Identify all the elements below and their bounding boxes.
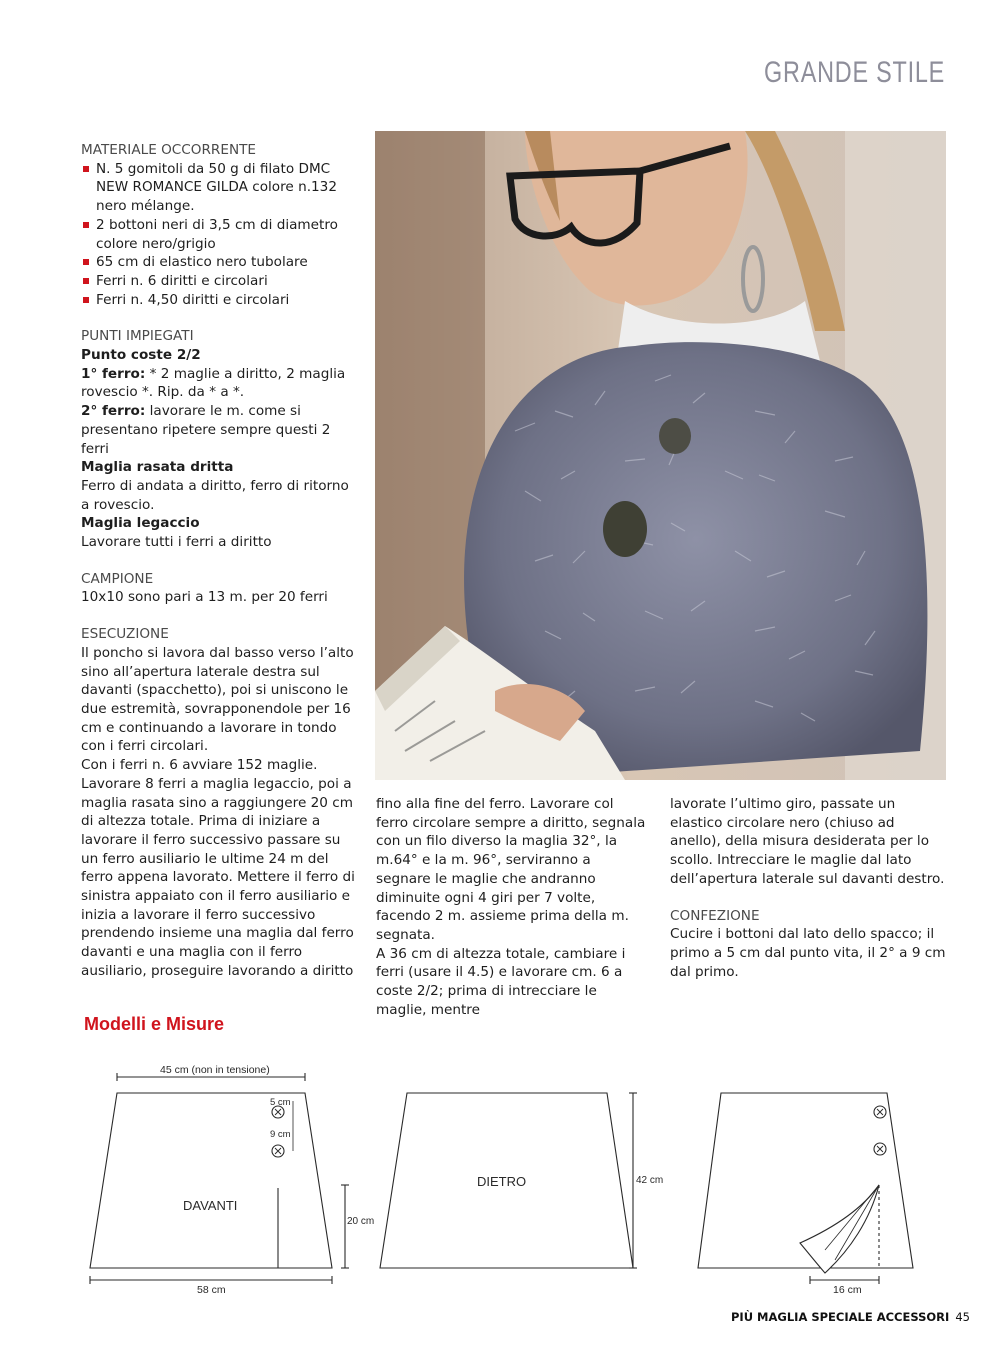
campione-text: 10x10 sono pari a 13 m. per 20 ferri <box>81 589 328 606</box>
height-label: 42 cm <box>636 1175 664 1186</box>
materiale-list <box>81 160 356 310</box>
ferro2-text <box>81 402 356 458</box>
bottom-width-label: 58 cm <box>197 1284 226 1296</box>
right-column <box>670 795 946 981</box>
col3-p1: lavorate l’ultimo giro, passate un elastico circolare nero (chiuso ad anello), della misura desiderata per lo scollo. Intrecciare le maglie dal lato dell’apertura laterale sul davanti destro. <box>670 796 945 887</box>
ferro1-label: 1° ferro: <box>81 365 146 382</box>
ferro1-text <box>81 365 356 402</box>
dietro-label: DIETRO <box>477 1174 527 1189</box>
section-header: GRANDE STILE <box>763 56 945 89</box>
confezione-text: Cucire i bottoni dal lato dello spacco; il primo a 5 cm dal punto vita, il 2° a 9 cm dal primo. <box>670 926 946 980</box>
list-item: Ferri n. 4,50 diritti e circolari <box>81 291 356 310</box>
campione-heading: CAMPIONE <box>81 570 154 587</box>
list-item: 65 cm di elastico nero tubolare <box>81 253 356 272</box>
page-footer <box>731 1310 970 1324</box>
left-column <box>81 141 356 981</box>
button-gap-2-label: 9 cm <box>270 1129 291 1140</box>
legaccio-title: Maglia legaccio <box>81 515 200 532</box>
modelli-title: Modelli e Misure <box>84 1014 225 1034</box>
button-gap-1-label: 5 cm <box>270 1097 291 1108</box>
footer-title: PIÙ MAGLIA SPECIALE ACCESSORI <box>731 1310 950 1324</box>
slit-height-label: 20 cm <box>347 1216 375 1227</box>
col2-p1: fino alla fine del ferro. Lavorare col ferro circolare sempre a diritto, segnala con un filo diverso la maglia 32°, la m.64° e la m. 96°, serviranno a segnare le maglie che andranno diminuite ogni 4 giri per 7 volte, facendo 2 m. assieme prima della m. segnata. <box>376 796 646 943</box>
middle-column <box>376 795 648 1019</box>
materiale-heading: MATERIALE OCCORRENTE <box>81 142 257 158</box>
rasata-title: Maglia rasata dritta <box>81 459 234 476</box>
davanti-label: DAVANTI <box>183 1198 238 1213</box>
coste-title: Punto coste 2/2 <box>81 347 201 364</box>
button-lower <box>603 501 647 557</box>
punti-heading: PUNTI IMPIEGATI <box>81 328 194 345</box>
col2-p2: A 36 cm di altezza totale, cambiare i ferri (usare il 4.5) e lavorare cm. 6 a coste 2/2; prima di intrecciare le maglie, mentre <box>376 945 626 1018</box>
top-width-label: 45 cm (non in tensione) <box>160 1064 270 1076</box>
legaccio-text: Lavorare tutti i ferri a diritto <box>81 534 272 551</box>
davanti-shape <box>90 1093 332 1268</box>
button-upper <box>659 418 691 454</box>
list-item: 2 bottoni neri di 3,5 cm di diametro colore nero/grigio <box>81 216 356 253</box>
overlap-label: 16 cm <box>833 1284 862 1296</box>
ferro1-body: * 2 maglie a diritto, 2 maglia rovescio *. Rip. da * a *. <box>81 365 346 401</box>
ferro2-body: lavorare le m. come si presentano ripetere sempre questi 2 ferri <box>81 403 331 457</box>
page-number: 45 <box>955 1310 970 1324</box>
diagram-svg <box>80 1055 920 1300</box>
esecuzione-p1: Il poncho si lavora dal basso verso l’alto sino all’apertura laterale destra sul davanti (spacchetto), poi si uniscono le due estremità, sovrapponendole per 16 cm e continuando a lavorare in tondo con i ferri circolari. <box>81 644 354 755</box>
list-item: Ferri n. 6 diritti e circolari <box>81 272 356 291</box>
ferro2-label: 2° ferro: <box>81 403 146 420</box>
list-item: N. 5 gomitoli da 50 g di filato DMC NEW ROMANCE GILDA colore n.132 nero mélange. <box>81 160 356 216</box>
photo-illustration <box>375 131 946 780</box>
confezione-heading: CONFEZIONE <box>670 907 760 924</box>
esecuzione-p2: Con i ferri n. 6 avviare 152 maglie. Lavorare 8 ferri a maglia legaccio, poi a maglia rasata sino a raggiungere 20 cm di altezza totale. Prima di iniziare a lavorare il ferro successivo passare su un ferro ausiliario le ultime 24 m del ferro appena lavorato. Mettere il ferro di sinistra appaiato con il ferro ausiliario e inizia a lavorare il ferro successivo prendendo insieme una maglia dal ferro davanti e una maglia con il ferro ausiliario, proseguire lavorando a diritto <box>81 757 355 979</box>
rasata-text: Ferro di andata a diritto, ferro di ritorno a rovescio. <box>81 477 349 513</box>
model-photo <box>375 131 946 780</box>
esecuzione-heading: ESECUZIONE <box>81 626 169 643</box>
pattern-diagram <box>80 1055 920 1304</box>
